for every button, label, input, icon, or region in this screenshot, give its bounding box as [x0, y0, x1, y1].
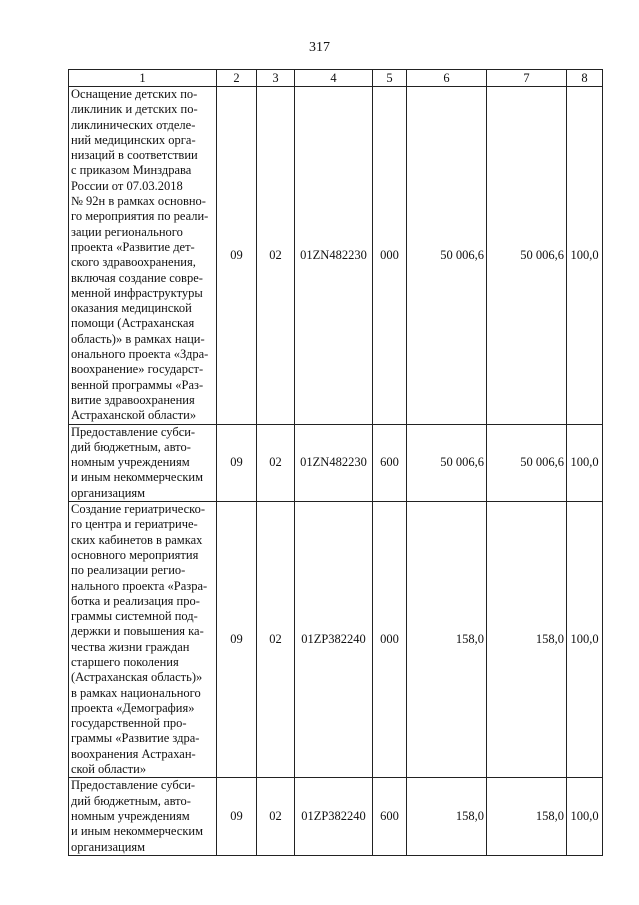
item-name-line: организациям: [71, 839, 146, 854]
item-name-line: Предоставление субси-: [71, 778, 196, 793]
item-name-line: № 92н в рамках основно-: [71, 194, 206, 209]
item-name-line: нального проекта «Разра-: [71, 578, 208, 593]
table-row: [69, 502, 603, 778]
table-row: [69, 424, 603, 501]
header-cell-1: 1: [69, 70, 217, 87]
item-name-line: и иным некоммерческим: [71, 470, 203, 485]
expense-type-cell: 600: [373, 424, 407, 501]
item-name-line: по реализации регио-: [71, 563, 186, 578]
planned-amount-cell: 50 006,6: [407, 424, 487, 501]
item-name-line: менной инфраструктуры: [71, 285, 203, 300]
target-article-cell: 01ZP382240: [295, 502, 373, 778]
item-name-line: ского здравоохранения,: [71, 255, 196, 270]
item-name-line: оказания медицинской: [71, 301, 192, 316]
header-cell-7: 7: [487, 70, 567, 87]
actual-amount-cell: 158,0: [487, 778, 567, 855]
header-row: [69, 70, 603, 87]
item-name-line: Создание гериатрическо-: [71, 502, 206, 517]
actual-amount-cell: 50 006,6: [487, 424, 567, 501]
item-name-cell: [69, 502, 217, 778]
planned-amount-cell: 50 006,6: [407, 87, 487, 425]
item-name-line: в рамках национального: [71, 685, 201, 700]
expense-type-cell: 600: [373, 778, 407, 855]
item-name-line: го мероприятия по реали-: [71, 209, 209, 224]
item-name-line: Оснащение детских по-: [71, 87, 198, 101]
item-name-line: помощи (Астраханская: [71, 316, 195, 331]
item-name-line: (Астраханская область)»: [71, 670, 203, 685]
item-name-line: номным учреждениям: [71, 808, 190, 823]
header-cell-2: 2: [217, 70, 257, 87]
item-name-line: граммы «Развитие здра-: [71, 731, 200, 746]
item-name-line: онального проекта «Здра-: [71, 347, 209, 362]
expense-type-cell: 000: [373, 87, 407, 425]
section-code-cell: 09: [217, 778, 257, 855]
item-name-line: ботка и реализация про-: [71, 593, 200, 608]
item-name-line: низаций в соответствии: [71, 148, 198, 163]
item-name-line: номным учреждениям: [71, 455, 190, 470]
item-name-line: старшего поколения: [71, 654, 179, 669]
item-name-line: проекта «Демография»: [71, 700, 195, 715]
percent-cell: 100,0: [567, 87, 603, 425]
item-name-line: ликлинических отделе-: [71, 117, 196, 132]
item-name-line: ликлиник и детских по-: [71, 102, 198, 117]
item-name-line: ской области»: [71, 762, 147, 777]
item-name-line: с приказом Минздрава: [71, 163, 192, 178]
subsection-code-cell: 02: [257, 424, 295, 501]
item-name-line: чества жизни граждан: [71, 639, 190, 654]
item-name-line: венной программы «Раз-: [71, 377, 204, 392]
item-name-line: ских кабинетов в рамках: [71, 532, 203, 547]
header-cell-8: 8: [567, 70, 603, 87]
table-row: [69, 87, 603, 425]
item-name-line: основного мероприятия: [71, 547, 199, 562]
item-name-line: зации регионального: [71, 224, 183, 239]
item-name-line: России от 07.03.2018: [71, 178, 183, 193]
item-name-line: держки и повышения ка-: [71, 624, 204, 639]
item-name-cell: [69, 778, 217, 855]
actual-amount-cell: 158,0: [487, 502, 567, 778]
section-code-cell: 09: [217, 502, 257, 778]
subsection-code-cell: 02: [257, 87, 295, 425]
section-code-cell: 09: [217, 87, 257, 425]
item-name-line: организациям: [71, 485, 146, 500]
header-cell-5: 5: [373, 70, 407, 87]
expense-type-cell: 000: [373, 502, 407, 778]
item-name-line: витие здравоохранения: [71, 392, 195, 407]
item-name-line: ний медицинских орга-: [71, 132, 196, 147]
percent-cell: 100,0: [567, 502, 603, 778]
item-name-line: Астраханской области»: [71, 408, 197, 423]
item-name-line: граммы системной под-: [71, 609, 198, 624]
item-name-line: область)» в рамках наци-: [71, 331, 205, 346]
header-cell-6: 6: [407, 70, 487, 87]
header-cell-4: 4: [295, 70, 373, 87]
subsection-code-cell: 02: [257, 778, 295, 855]
table-row: [69, 778, 603, 855]
subsection-code-cell: 02: [257, 502, 295, 778]
item-name-line: воохранения Астрахан-: [71, 746, 196, 761]
page-number: 317: [309, 40, 330, 55]
planned-amount-cell: 158,0: [407, 502, 487, 778]
target-article-cell: 01ZN482230: [295, 87, 373, 425]
item-name-line: проекта «Развитие дет-: [71, 239, 195, 254]
item-name-cell: [69, 424, 217, 501]
item-name-line: Предоставление субси-: [71, 424, 196, 439]
percent-cell: 100,0: [567, 424, 603, 501]
actual-amount-cell: 50 006,6: [487, 87, 567, 425]
item-name-line: дий бюджетным, авто-: [71, 793, 191, 808]
header-cell-3: 3: [257, 70, 295, 87]
target-article-cell: 01ZP382240: [295, 778, 373, 855]
target-article-cell: 01ZN482230: [295, 424, 373, 501]
item-name-line: и иным некоммерческим: [71, 824, 203, 839]
item-name-line: воохранение» государст-: [71, 362, 204, 377]
item-name-line: го центра и гериатриче-: [71, 517, 198, 532]
item-name-line: государственной про-: [71, 716, 187, 731]
percent-cell: 100,0: [567, 778, 603, 855]
section-code-cell: 09: [217, 424, 257, 501]
item-name-cell: [69, 87, 217, 425]
item-name-line: включая создание совре-: [71, 270, 203, 285]
planned-amount-cell: 158,0: [407, 778, 487, 855]
item-name-line: дий бюджетным, авто-: [71, 439, 191, 454]
budget-table: [68, 69, 603, 856]
